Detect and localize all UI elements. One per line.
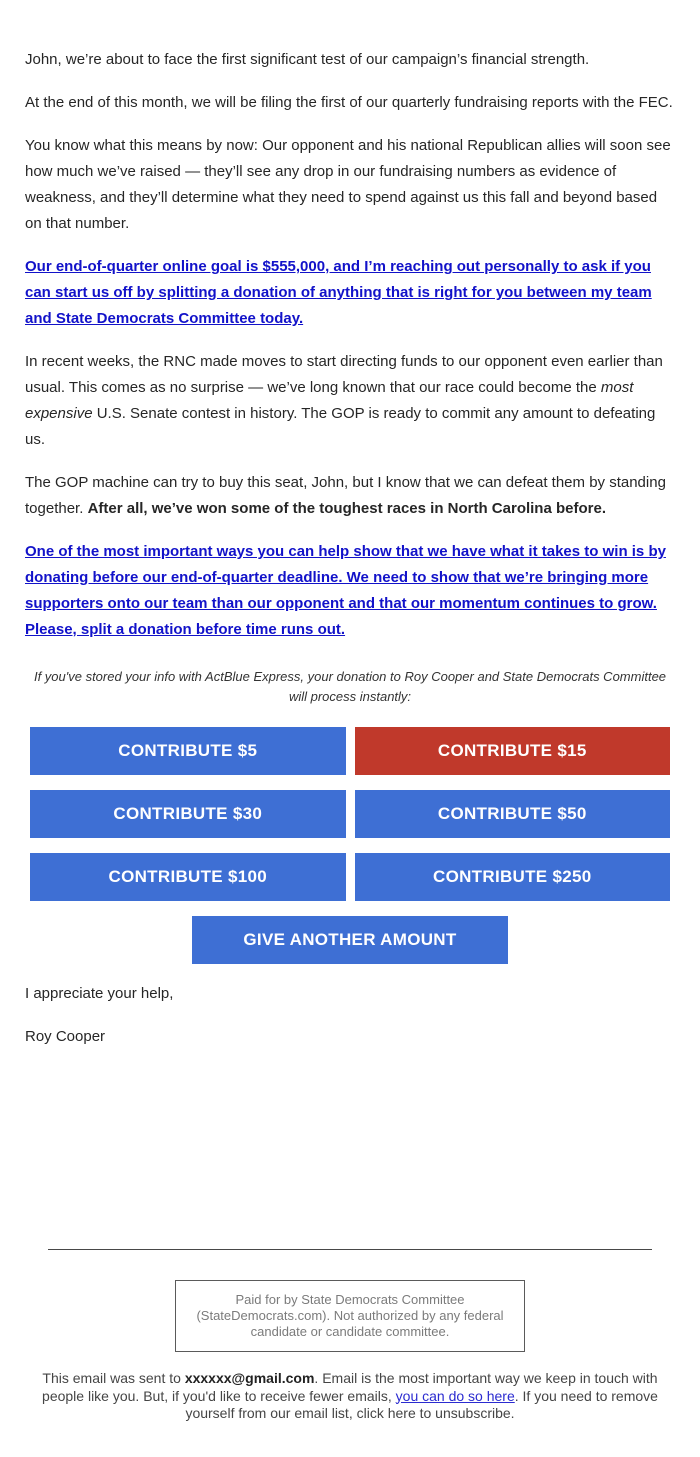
paragraph-intro: John, we’re about to face the first significant test of our campaign’s financial strength. [25, 51, 590, 68]
paragraph-gop-text: The GOP machine can try to buy this seat, John, but I know that we can defeat them by standing together. [25, 474, 666, 517]
split-donation-link-2[interactable]: One of the most important ways you can help show that we have what it takes to win is by donating before our end-of-quarter deadline. We need to show that we’re bringing more supporters onto our team than our opponent and that our momentum continues to grow. Please, split a donation before time runs out. [25, 543, 666, 638]
contribute-15-button[interactable]: CONTRIBUTE $15 [355, 727, 671, 775]
paragraph-goal-link [25, 254, 675, 332]
paragraph-fec: At the end of this month, we will be filing the first of our quarterly fundraising reports with the FEC. [25, 94, 673, 111]
split-donation-link-1[interactable]: Our end-of-quarter online goal is $555,000, and I’m reaching out personally to ask if you can start us off by splitting a donation of anything that is right for you between my team and State Democrats Committee today. [25, 258, 652, 327]
paid-for-line: (StateDemocrats.com). Not authorized by any federal [196, 1308, 504, 1323]
footer-unsubscribe-text [23, 1370, 678, 1423]
paragraph-opponent: You know what this means by now: Our opponent and his national Republican allies will soon see how much we’ve raised — they’ll see any drop in our fundraising numbers as evidence of weakness, and they’ll determine what they need to spend against us this fall and beyond based on that number. [25, 137, 671, 232]
paragraph-rnc-text-end: U.S. Senate contest in history. The GOP is ready to commit any amount to defeating us. [25, 405, 656, 448]
footer-divider [48, 1249, 652, 1250]
paragraph-rnc-text: In recent weeks, the RNC made moves to start directing funds to our opponent even earlier than usual. This comes as no surprise — we’ve long known that our race could become the [25, 353, 663, 396]
spacer [0, 1067, 700, 1249]
contribute-button-grid [30, 727, 670, 901]
contribute-30-button[interactable]: CONTRIBUTE $30 [30, 790, 346, 838]
signoff [0, 981, 700, 1050]
paid-for-line: candidate or candidate committee. [250, 1324, 450, 1339]
paragraph-gop [25, 470, 675, 522]
email-content [0, 47, 700, 707]
paid-for-disclaimer-box [175, 1280, 525, 1352]
paragraph-rnc-emphasis: most expensive [25, 379, 634, 422]
receive-fewer-emails-link[interactable]: you can do so here [395, 1387, 515, 1404]
paragraph-gop-bold: After all, we’ve won some of the toughest races in North Carolina before. [87, 500, 606, 517]
paid-for-line: Paid for by State Democrats Committee [235, 1292, 465, 1307]
footer-sent-pre: This email was sent to [42, 1370, 185, 1386]
give-another-amount-button[interactable]: GIVE ANOTHER AMOUNT [192, 916, 508, 964]
footer-sent-mid: . Email is the most important way we keep in touch with people like you. But, if you'd like to receive fewer emails, [42, 1370, 658, 1404]
paragraph-rnc [25, 349, 675, 453]
contribute-250-button[interactable]: CONTRIBUTE $250 [355, 853, 671, 901]
contribute-50-button[interactable]: CONTRIBUTE $50 [355, 790, 671, 838]
paragraph-deadline-link [25, 539, 675, 643]
contribute-100-button[interactable]: CONTRIBUTE $100 [30, 853, 346, 901]
signoff-name: Roy Cooper [25, 1028, 106, 1045]
footer-sent-post: . If you need to remove yourself from our email list, click here to unsubscribe. [185, 1387, 658, 1421]
actblue-express-note: If you've stored your info with ActBlue Express, your donation to Roy Cooper and State Democrats Committee will process instantly: [33, 669, 667, 704]
recipient-email: xxxxxx@gmail.com [184, 1370, 315, 1386]
signoff-thanks: I appreciate your help, [25, 985, 174, 1002]
contribute-5-button[interactable]: CONTRIBUTE $5 [30, 727, 346, 775]
